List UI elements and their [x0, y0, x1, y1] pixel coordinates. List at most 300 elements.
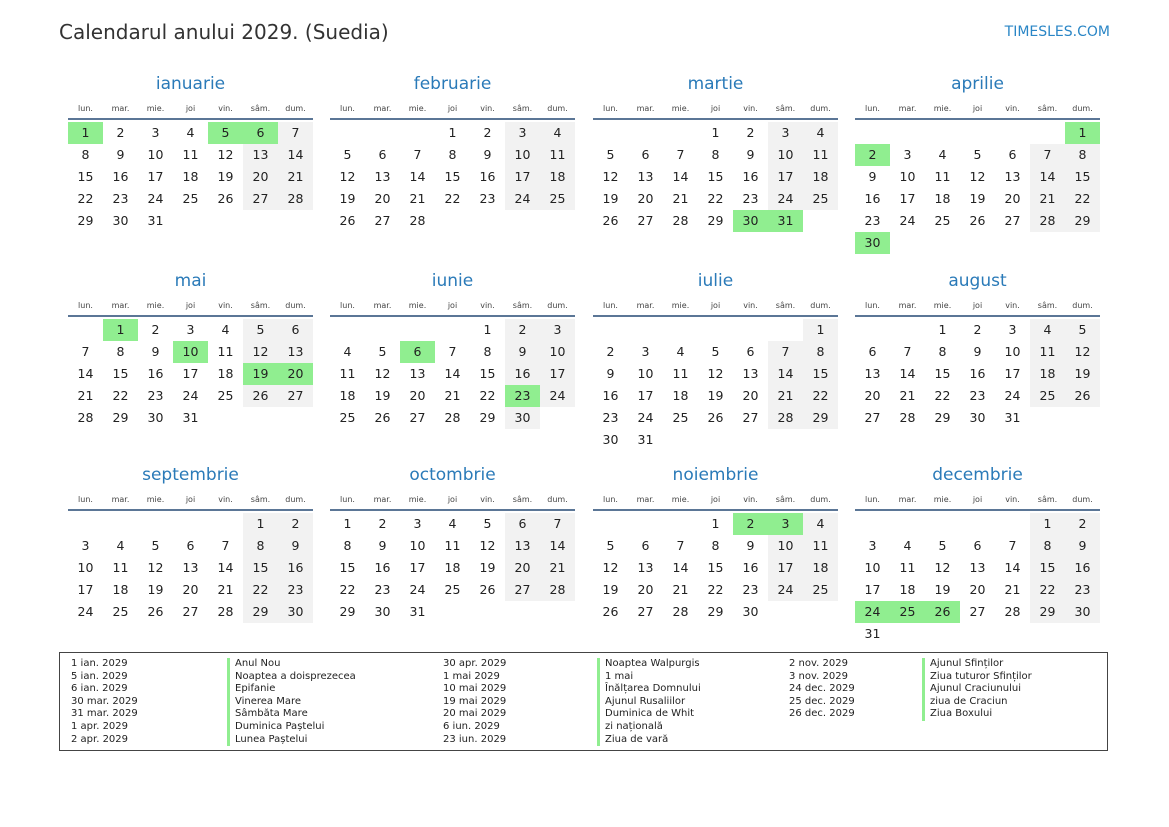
empty-cell [733, 319, 768, 341]
legend-date: 2 apr. 2029 [71, 733, 129, 745]
day-cell: 25 [540, 188, 575, 210]
day-cell: 21 [1030, 188, 1065, 210]
weekday-label: vin. [480, 495, 495, 504]
day-cell: 28 [899, 410, 916, 425]
legend-dates [789, 658, 855, 721]
month-name: februarie [413, 74, 492, 94]
day-cell: 9 [606, 366, 615, 381]
empty-cell [138, 513, 173, 535]
empty-cell [855, 513, 890, 535]
day-cell: 24 [147, 191, 164, 206]
day-cell: 10 [864, 560, 881, 575]
day-cell: 12 [602, 560, 619, 575]
day-cell: 12 [602, 169, 619, 184]
day-cell: 22 [339, 582, 356, 597]
day-cell: 19 [707, 388, 724, 403]
day-grid [855, 319, 1100, 429]
day-cell: 5 [711, 344, 720, 359]
empty-cell [663, 319, 698, 341]
day-cell: 22 [243, 579, 278, 601]
weekday-label: joi [185, 495, 196, 504]
legend-names [227, 658, 356, 746]
day-cell: 24 [768, 188, 803, 210]
weekday-label: mar. [373, 301, 392, 310]
weekday-label: lun. [78, 104, 93, 113]
holiday-day: 23 [505, 385, 540, 407]
day-cell: 11 [934, 169, 951, 184]
weekday-label: vin. [1005, 104, 1020, 113]
legend-holiday-name: Ajunul Craciunului [930, 683, 1021, 695]
empty-cell [663, 122, 698, 144]
legend-date: 1 mai 2029 [443, 670, 500, 682]
weekday-header [593, 99, 838, 120]
day-cell: 5 [606, 147, 615, 162]
day-cell: 23 [112, 191, 129, 206]
legend-date: 31 mar. 2029 [71, 708, 138, 720]
day-cell: 8 [116, 344, 125, 359]
weekday-label: lun. [340, 495, 355, 504]
day-cell: 26 [1065, 385, 1100, 407]
day-cell: 8 [938, 344, 947, 359]
day-cell: 5 [1065, 319, 1100, 341]
day-cell: 18 [934, 191, 951, 206]
weekday-label: vin. [743, 301, 758, 310]
day-cell: 19 [1065, 363, 1100, 385]
legend-holiday-name: Duminica de Whit [605, 708, 695, 720]
day-cell: 4 [186, 125, 195, 140]
legend-date: 3 nov. 2029 [789, 670, 848, 682]
day-cell: 5 [343, 147, 352, 162]
holiday-day: 19 [243, 363, 278, 385]
day-cell: 20 [742, 388, 759, 403]
day-cell: 30 [969, 410, 986, 425]
month-name: iulie [697, 271, 734, 291]
day-cell: 9 [116, 147, 125, 162]
day-cell: 21 [899, 388, 916, 403]
weekday-label: dum. [285, 495, 306, 504]
day-cell: 3 [186, 322, 195, 337]
day-cell: 25 [672, 410, 689, 425]
day-cell: 6 [186, 538, 195, 553]
day-cell: 24 [77, 604, 94, 619]
weekday-label: joi [447, 104, 458, 113]
day-cell: 28 [672, 604, 689, 619]
weekday-label: lun. [603, 104, 618, 113]
weekday-label: mie. [146, 104, 165, 113]
day-cell: 27 [864, 410, 881, 425]
day-cell: 8 [483, 344, 492, 359]
weekday-label: mar. [111, 495, 130, 504]
holiday-day: 2 [855, 144, 890, 166]
legend-date: 26 dec. 2029 [789, 708, 855, 720]
day-cell: 19 [934, 582, 951, 597]
legend-date: 1 ian. 2029 [71, 658, 128, 669]
day-cell: 16 [602, 388, 619, 403]
day-cell: 29 [339, 604, 356, 619]
weekday-label: lun. [340, 301, 355, 310]
legend-dates [71, 658, 138, 746]
day-cell: 18 [803, 166, 838, 188]
empty-cell [435, 319, 470, 341]
weekday-label: dum. [810, 104, 831, 113]
empty-cell [593, 319, 628, 341]
day-cell: 21 [672, 582, 689, 597]
empty-cell [1030, 122, 1065, 144]
day-cell: 19 [479, 560, 496, 575]
day-cell: 22 [707, 582, 724, 597]
legend-holiday-name: 1 mai [605, 670, 634, 682]
day-cell: 11 [339, 366, 356, 381]
holiday-day: 30 [733, 210, 768, 232]
weekday-label: dum. [547, 301, 568, 310]
weekday-header [330, 490, 575, 511]
day-cell: 20 [505, 557, 540, 579]
day-cell: 2 [746, 125, 755, 140]
day-cell: 5 [378, 344, 387, 359]
day-cell: 1 [1030, 513, 1065, 535]
month-ianuarie [68, 73, 313, 232]
day-cell: 11 [217, 344, 234, 359]
day-cell: 6 [641, 538, 650, 553]
weekday-label: mar. [111, 301, 130, 310]
weekday-label: sâm. [1037, 301, 1058, 310]
empty-cell [960, 513, 995, 535]
day-cell: 13 [182, 560, 199, 575]
holiday-legend [59, 652, 1108, 751]
day-grid [593, 319, 838, 451]
day-cell: 21 [444, 388, 461, 403]
weekday-label: mie. [933, 301, 952, 310]
day-cell: 7 [81, 344, 90, 359]
day-cell: 8 [243, 535, 278, 557]
day-cell: 24 [768, 579, 803, 601]
empty-cell [960, 122, 995, 144]
day-cell: 5 [973, 147, 982, 162]
holiday-day: 6 [243, 122, 278, 144]
day-cell: 14 [409, 169, 426, 184]
day-cell: 7 [448, 344, 457, 359]
day-cell: 9 [746, 538, 755, 553]
day-cell: 17 [77, 582, 94, 597]
weekday-label: dum. [1072, 495, 1093, 504]
holiday-day: 25 [890, 601, 925, 623]
weekday-label: dum. [285, 301, 306, 310]
month-aprilie [855, 73, 1100, 254]
day-cell: 19 [339, 191, 356, 206]
holiday-day: 24 [855, 601, 890, 623]
empty-cell [103, 513, 138, 535]
empty-cell [628, 122, 663, 144]
weekday-label: mie. [408, 495, 427, 504]
day-grid [330, 319, 575, 429]
day-cell: 19 [217, 169, 234, 184]
day-cell: 4 [343, 344, 352, 359]
day-cell: 6 [973, 538, 982, 553]
day-cell: 7 [413, 147, 422, 162]
day-cell: 17 [864, 582, 881, 597]
legend-date: 2 nov. 2029 [789, 658, 848, 669]
legend-date: 6 iun. 2029 [443, 720, 500, 732]
day-grid [330, 513, 575, 623]
day-cell: 15 [479, 366, 496, 381]
day-cell: 24 [1004, 388, 1021, 403]
day-cell: 12 [243, 341, 278, 363]
day-cell: 23 [969, 388, 986, 403]
day-cell: 19 [602, 582, 619, 597]
weekday-header [593, 296, 838, 317]
weekday-label: sâm. [250, 104, 271, 113]
weekday-label: sâm. [512, 301, 533, 310]
empty-cell [890, 122, 925, 144]
legend-holiday-name: Înălțarea Domnului [605, 683, 701, 695]
legend-holiday-name: Ajunul Sfinților [930, 658, 1004, 669]
day-cell: 5 [483, 516, 492, 531]
weekday-label: mie. [933, 495, 952, 504]
day-cell: 30 [147, 410, 164, 425]
day-cell: 1 [483, 322, 492, 337]
day-cell: 17 [899, 191, 916, 206]
day-cell: 11 [182, 147, 199, 162]
day-cell: 5 [606, 538, 615, 553]
weekday-label: mie. [408, 104, 427, 113]
day-grid [593, 513, 838, 623]
weekday-label: mie. [933, 104, 952, 113]
weekday-label: joi [710, 104, 721, 113]
day-grid [593, 122, 838, 232]
weekday-label: mar. [636, 301, 655, 310]
day-cell: 1 [243, 513, 278, 535]
day-cell: 25 [182, 191, 199, 206]
day-cell: 18 [339, 388, 356, 403]
empty-cell [890, 319, 925, 341]
day-cell: 14 [540, 535, 575, 557]
day-cell: 21 [672, 191, 689, 206]
day-cell: 29 [707, 213, 724, 228]
empty-cell [330, 122, 365, 144]
day-cell: 6 [278, 319, 313, 341]
day-cell: 27 [505, 579, 540, 601]
weekday-label: joi [447, 301, 458, 310]
day-cell: 27 [409, 410, 426, 425]
day-cell: 12 [339, 169, 356, 184]
day-cell: 1 [711, 125, 720, 140]
weekday-label: vin. [743, 495, 758, 504]
day-cell: 27 [278, 385, 313, 407]
day-cell: 29 [112, 410, 129, 425]
weekday-label: sâm. [1037, 495, 1058, 504]
legend-holiday-name: Sâmbăta Mare [235, 708, 308, 720]
day-cell: 22 [444, 191, 461, 206]
month-iunie [330, 270, 575, 429]
day-cell: 28 [77, 410, 94, 425]
weekday-label: dum. [810, 301, 831, 310]
holiday-day: 1 [68, 122, 103, 144]
day-cell: 20 [374, 191, 391, 206]
weekday-header [855, 296, 1100, 317]
day-cell: 14 [672, 560, 689, 575]
day-cell: 6 [1008, 147, 1017, 162]
day-cell: 16 [479, 169, 496, 184]
day-cell: 31 [409, 604, 426, 619]
empty-cell [593, 122, 628, 144]
holiday-day: 6 [400, 341, 435, 363]
day-cell: 2 [505, 319, 540, 341]
day-cell: 25 [217, 388, 234, 403]
day-cell: 20 [243, 166, 278, 188]
day-cell: 9 [505, 341, 540, 363]
day-cell: 9 [868, 169, 877, 184]
day-cell: 15 [112, 366, 129, 381]
month-name: iunie [431, 271, 474, 291]
weekday-label: mie. [671, 495, 690, 504]
day-cell: 3 [641, 344, 650, 359]
day-cell: 11 [540, 144, 575, 166]
holiday-day: 20 [278, 363, 313, 385]
day-cell: 14 [899, 366, 916, 381]
day-cell: 13 [637, 169, 654, 184]
day-cell: 26 [969, 213, 986, 228]
day-cell: 9 [151, 344, 160, 359]
holiday-day: 1 [103, 319, 138, 341]
legend-holiday-name: zi națională [605, 720, 663, 732]
day-cell: 4 [803, 513, 838, 535]
day-cell: 27 [182, 604, 199, 619]
day-cell: 4 [938, 147, 947, 162]
day-cell: 15 [934, 366, 951, 381]
day-cell: 29 [707, 604, 724, 619]
day-cell: 1 [448, 125, 457, 140]
day-cell: 21 [278, 166, 313, 188]
day-cell: 31 [1004, 410, 1021, 425]
day-cell: 20 [969, 582, 986, 597]
day-cell: 15 [1030, 557, 1065, 579]
day-cell: 10 [147, 147, 164, 162]
weekday-label: sâm. [250, 495, 271, 504]
empty-cell [68, 513, 103, 535]
day-cell: 16 [374, 560, 391, 575]
weekday-label: lun. [78, 495, 93, 504]
day-cell: 4 [540, 122, 575, 144]
day-cell: 13 [1004, 169, 1021, 184]
day-cell: 22 [1030, 579, 1065, 601]
weekday-label: mar. [111, 104, 130, 113]
weekday-label: mie. [671, 301, 690, 310]
legend-holiday-name: Epifanie [235, 683, 276, 695]
weekday-label: mie. [671, 104, 690, 113]
day-cell: 7 [676, 538, 685, 553]
day-cell: 17 [182, 366, 199, 381]
day-cell: 17 [147, 169, 164, 184]
day-cell: 8 [803, 341, 838, 363]
day-cell: 15 [707, 169, 724, 184]
legend-date: 10 mai 2029 [443, 683, 507, 695]
day-cell: 6 [641, 147, 650, 162]
day-cell: 8 [343, 538, 352, 553]
holiday-day: 3 [768, 513, 803, 535]
day-cell: 16 [742, 560, 759, 575]
day-cell: 6 [378, 147, 387, 162]
weekday-label: vin. [218, 301, 233, 310]
day-cell: 26 [479, 582, 496, 597]
weekday-label: mie. [146, 301, 165, 310]
day-cell: 31 [147, 213, 164, 228]
day-cell: 7 [1008, 538, 1017, 553]
legend-date: 30 apr. 2029 [443, 658, 507, 669]
empty-cell [400, 122, 435, 144]
day-cell: 19 [602, 191, 619, 206]
day-cell: 18 [1030, 363, 1065, 385]
day-cell: 9 [746, 147, 755, 162]
legend-holiday-name: Anul Nou [235, 658, 281, 669]
weekday-label: lun. [340, 104, 355, 113]
day-cell: 25 [1030, 385, 1065, 407]
brand-link[interactable]: TIMESLES.COM [1004, 24, 1110, 40]
weekday-label: lun. [865, 495, 880, 504]
month-name: decembrie [932, 465, 1023, 485]
day-cell: 18 [217, 366, 234, 381]
empty-cell [628, 513, 663, 535]
day-cell: 11 [803, 144, 838, 166]
day-cell: 24 [540, 385, 575, 407]
legend-date: 19 mai 2029 [443, 695, 507, 707]
day-cell: 23 [742, 582, 759, 597]
legend-dates [443, 658, 506, 746]
weekday-label: lun. [78, 301, 93, 310]
day-cell: 8 [711, 147, 720, 162]
day-cell: 8 [81, 147, 90, 162]
day-cell: 21 [409, 191, 426, 206]
day-cell: 7 [1030, 144, 1065, 166]
day-cell: 12 [1065, 341, 1100, 363]
day-cell: 10 [1004, 344, 1021, 359]
day-cell: 17 [637, 388, 654, 403]
day-cell: 3 [1008, 322, 1017, 337]
day-cell: 23 [278, 579, 313, 601]
day-cell: 1 [803, 319, 838, 341]
month-name: august [948, 271, 1007, 291]
weekday-label: mar. [898, 301, 917, 310]
legend-holiday-name: Lunea Paștelui [235, 733, 308, 745]
day-cell: 26 [374, 410, 391, 425]
empty-cell [400, 319, 435, 341]
legend-holiday-name: ziua de Craciun [930, 695, 1008, 707]
day-cell: 23 [864, 213, 881, 228]
legend-date: 30 mar. 2029 [71, 695, 138, 707]
day-cell: 10 [540, 341, 575, 363]
day-cell: 15 [243, 557, 278, 579]
day-grid [855, 513, 1100, 645]
day-cell: 5 [243, 319, 278, 341]
day-cell: 23 [147, 388, 164, 403]
day-cell: 13 [969, 560, 986, 575]
day-cell: 18 [803, 557, 838, 579]
day-cell: 2 [278, 513, 313, 535]
day-cell: 13 [243, 144, 278, 166]
day-cell: 14 [768, 363, 803, 385]
day-cell: 17 [409, 560, 426, 575]
day-cell: 22 [1065, 188, 1100, 210]
weekday-label: sâm. [512, 104, 533, 113]
day-cell: 24 [637, 410, 654, 425]
weekday-label: dum. [810, 495, 831, 504]
day-cell: 22 [934, 388, 951, 403]
day-cell: 7 [278, 122, 313, 144]
legend-names [922, 658, 1032, 721]
day-cell: 21 [217, 582, 234, 597]
day-cell: 21 [540, 557, 575, 579]
weekday-label: mar. [898, 104, 917, 113]
day-cell: 27 [637, 604, 654, 619]
